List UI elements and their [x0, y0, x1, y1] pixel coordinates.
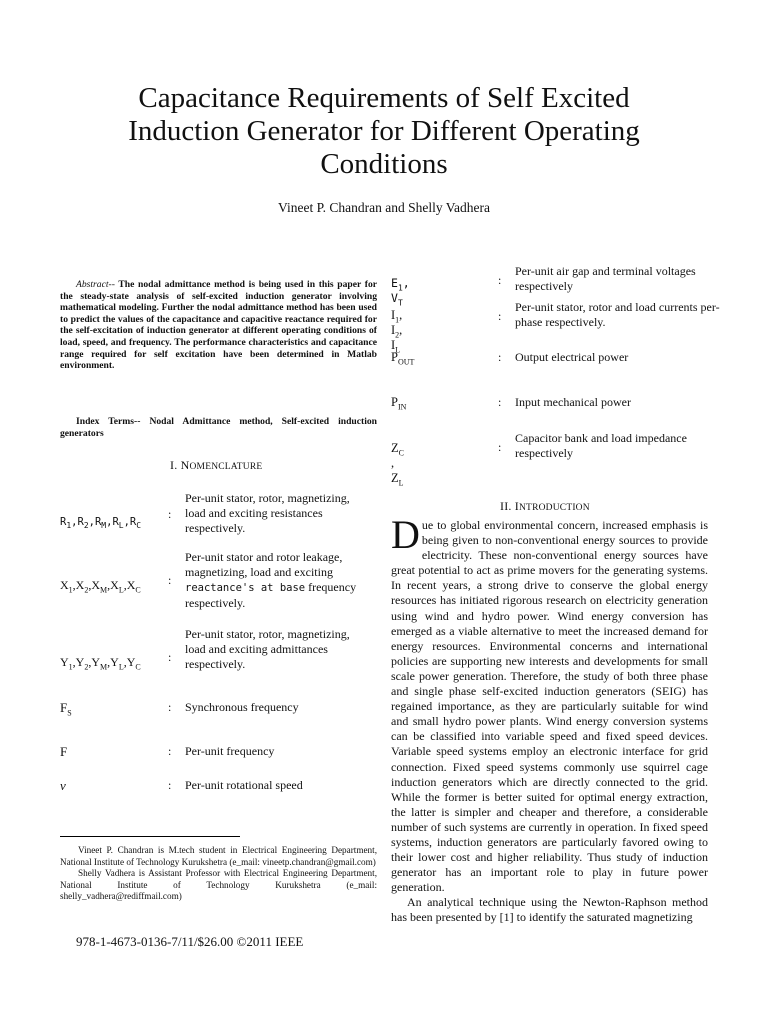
nomenclature-colon: : [168, 650, 172, 664]
section-number: I. [170, 458, 181, 472]
paper-title [60, 82, 708, 181]
footnotes [60, 845, 377, 903]
nomenclature-description: Synchronous frequency [185, 700, 299, 714]
nomenclature-colon: : [168, 778, 172, 792]
paragraph-text: ue to global environmental concern, increased emphasis is being given to non-conventional energy sources to provide electricity. These non-conventional energy sources have great potential to act as prime movers for the generating systems. In recent years, a strong drive to conserve the global energy resources has initiated rigorous research on electricity generation using wind and hydro power. Wind energy conversion has emerged as a viable alternative to meet the increased demand for energy resources. Environmental concerns and international policies are supporting new interests and developments for small scale power generation. Therefore, the study of both three phase and single phase self-excited induction generators (SEIG) has regained importance, as they are particularly suitable for wind and small hydro power plants. Wind energy conversion systems can be classified into variable speed and fixed speed devices. Variable speed systems employ an electronic interface for grid connection. Fixed speed systems commonly use squirrel cage induction generators which are directly connected to the grid. While the former is better suited for optimal energy extraction, the latter is simpler and cheaper and therefore, a considerable number of such systems are currently in operation. In fixed speed systems, induction generators are particularly favored owing to their lower cost and higher reliability. Thus study of induction generator has an important role to play in future power generation. [391, 518, 708, 895]
nomenclature-symbol: $E_1$, $V_T$ [391, 276, 410, 308]
nomenclature-description: Per-unit stator, rotor and load currents per-phase respectively. [515, 300, 720, 329]
title-line-1: Capacitance Requirements of Self Excited [138, 82, 630, 114]
nomenclature-description: Per-unit stator, rotor, magnetizing, load and exciting resistances respectively. [185, 491, 350, 535]
nomenclature-symbol: $P_{IN}$ [391, 395, 407, 412]
title-line-3: Conditions [320, 148, 448, 180]
nomenclature-symbol: v [60, 778, 66, 793]
nomenclature-description: Output electrical power [515, 350, 629, 364]
title-line-2: Induction Generator for Different Operating [128, 115, 640, 147]
nomenclature-symbol: F [60, 744, 68, 759]
copyright-notice: 978-1-4673-0136-7/11/$26.00 ©2011 IEEE [76, 934, 304, 949]
abstract-label: Abstract-- [76, 279, 115, 290]
index-terms-label: Index Terms-- [76, 416, 141, 427]
index-terms [60, 416, 377, 439]
nomenclature-symbol: $X_1,X_2,X_M,X_L,X_C$ [60, 578, 141, 595]
nomenclature-description: Capacitor bank and load impedance respectively [515, 431, 687, 460]
nomenclature-colon: : [168, 507, 172, 521]
nomenclature-colon: : [498, 440, 502, 454]
nomenclature-colon: : [498, 350, 502, 364]
author-line: Vineet P. Chandran and Shelly Vadhera [278, 200, 490, 215]
nomenclature-symbol: $P_{OUT}$ [391, 350, 415, 367]
introduction-paragraph [391, 512, 708, 895]
nomenclature-colon: : [168, 744, 172, 758]
nomenclature-symbol: $F_S$ [60, 700, 72, 718]
nomenclature-description: Per-unit rotational speed [185, 778, 303, 792]
section-rest: NTRODUCTION [519, 503, 590, 513]
nomenclature-description: Per-unit frequency [185, 744, 275, 758]
footnote-author-1: Vineet P. Chandran is M.tech student in Electrical Engineering Department, National Institute of Technology Kurukshetra (e_mail: vineetp.chandran@gmail.com) [60, 845, 377, 867]
footnote-divider [60, 836, 240, 837]
nomenclature-colon: : [168, 700, 172, 714]
dropcap: D [391, 512, 420, 557]
section-number: II. [500, 499, 515, 513]
section-initial: N [180, 458, 190, 472]
nomenclature-description: Per-unit stator and rotor leakage, magnetizing, load and exciting reactance's at base frequency respectively. [185, 550, 357, 610]
nomenclature-symbol: $Z_C$ , $Z_L$ [391, 441, 404, 488]
nomenclature-description: Per-unit stator, rotor, magnetizing, load and exciting admittances respectively. [185, 627, 350, 671]
nomenclature-colon: : [168, 573, 172, 587]
nomenclature-description: Per-unit air gap and terminal voltages respectively [515, 264, 696, 293]
nomenclature-colon: : [498, 309, 502, 323]
nomenclature-symbol: $Y_1,Y_2,Y_M,Y_L,Y_C$ [60, 655, 141, 672]
introduction-body [391, 512, 708, 926]
introduction-paragraph: An analytical technique using the Newton-Raphson method has been presented by [1] to identify the saturated magnetizing [391, 895, 708, 925]
abstract [60, 279, 377, 372]
abstract-text: The nodal admittance method is being used in this paper for the steady-state analysis of self-excited induction generator involving mathematical modeling. Further the nodal admittance method has been used to predict the values of the capacitance and capacitive reactance required for the self-excitation of induction generator at different operating conditions of load, speed, and frequency. The performance characteristics and capacitance range required for self excitation have been determined in Matlab environment. [60, 279, 377, 372]
nomenclature-symbol: $I_1$, $I_2$, $I_L$ [391, 308, 403, 355]
section-heading-nomenclature [170, 458, 262, 473]
footnote-author-2: Shelly Vadhera is Assistant Professor with Electrical Engineering Department, National Institute of Technology Kurukshetra (e_mail: shelly_vadhera@rediffmail.com) [60, 868, 377, 901]
section-rest: OMENCLATURE [189, 462, 263, 472]
nomenclature-colon: : [498, 273, 502, 287]
nomenclature-description: Input mechanical power [515, 395, 631, 409]
section-heading-introduction [500, 499, 590, 514]
section-initial: I [514, 499, 519, 513]
nomenclature-colon: : [498, 395, 502, 409]
nomenclature-symbol: $R_1,R_2,R_M,R_L,R_C$ [60, 516, 142, 531]
index-terms-text: Nodal Admittance method, Self-excited induction generators [60, 416, 377, 439]
